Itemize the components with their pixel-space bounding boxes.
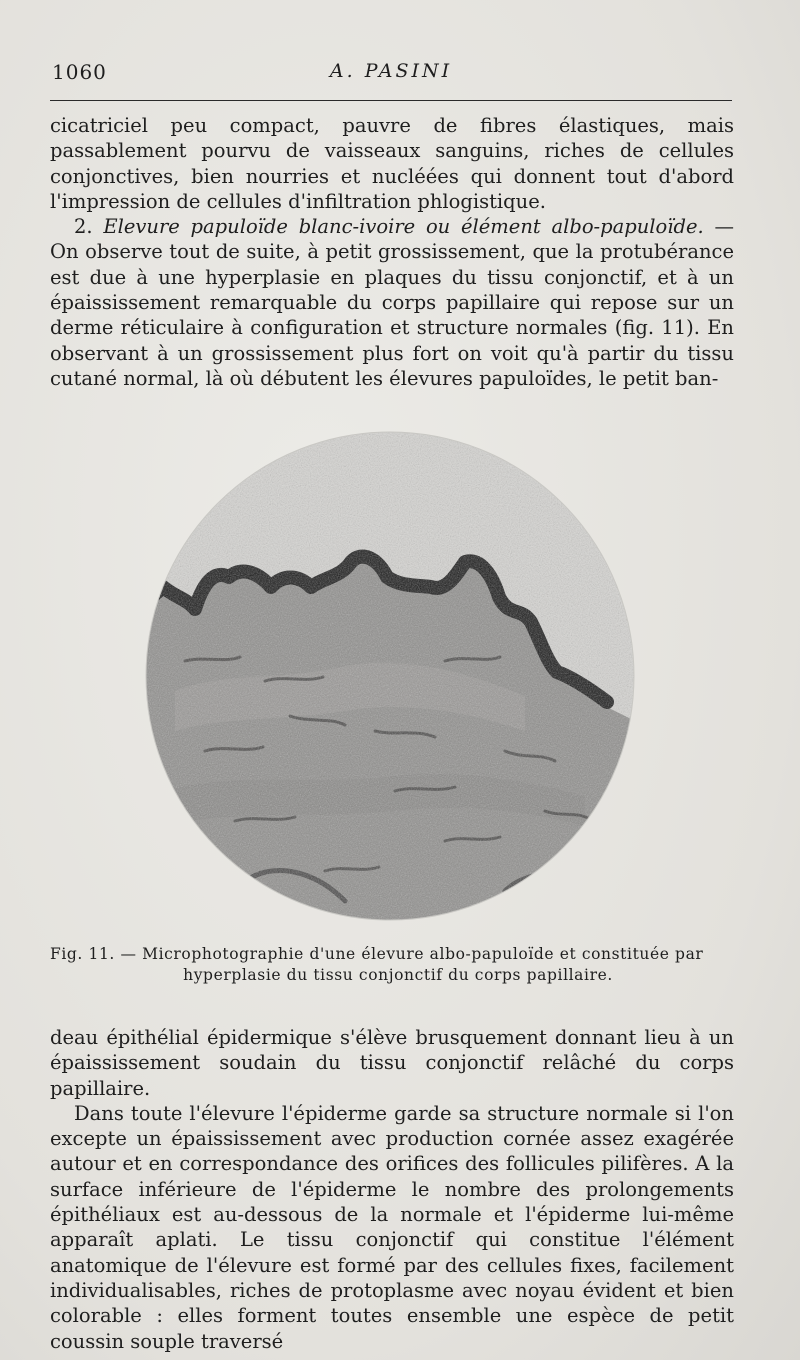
caption-line-2: hyperplasie du tissu conjonctif du corps papillaire.	[183, 966, 613, 984]
page-number: 1060	[52, 60, 107, 84]
micrograph-figure	[145, 431, 635, 921]
section-number: 2.	[74, 215, 93, 239]
paragraph-elevure-papuloide	[50, 214, 734, 391]
micrograph-image	[145, 431, 635, 921]
page-header	[50, 56, 732, 86]
section-body: — On observe tout de suite, à petit grossissement, que la protubérance est due à une hyperplasie en plaques du tissu conjonctif, et à un épaississement remarquable du corps papillaire qui repose sur un derme réticulaire à configuration et structure normales (fig. 11). En observant à un grossissement plus fort on voit qu'à partir du tissu cutané normal, là où débutent les élevures papuloïdes, le petit ban-	[50, 215, 734, 390]
header-rule	[50, 100, 732, 101]
running-head: A. PASINI	[329, 60, 453, 82]
caption-line-1: Fig. 11. — Microphotographie d'une élevure albo-papuloïde et constituée par	[50, 945, 704, 963]
top-text-block	[50, 113, 734, 391]
paragraph-bandeau: deau épithélial épidermique s'élève brusquement donnant lieu à un épaississement soudain du tissu conjonctif relâché du corps papillaire.	[50, 1026, 734, 1100]
section-title: Elevure papuloïde blanc-ivoire ou élément albo-papuloïde.	[103, 215, 704, 239]
paragraph-epiderme: Dans toute l'élevure l'épiderme garde sa structure normale si l'on excepte un épaississement avec production cornée assez exagérée autour et en correspondance des orifices des follicules pilifères. A la surface inférieure de l'épiderme le nombre des prolongements épithéliaux est au-dessous de la normale et l'épiderme lui-même apparaît aplati. Le tissu conjonctif qui constitue l'élément anatomique de l'élevure est formé par des cellules fixes, facilement individualisables, riches de protoplasme avec noyau évident et bien colorable : elles forment toutes ensemble une espèce de petit coussin souple traversé	[50, 1101, 734, 1353]
figure-caption	[50, 944, 734, 986]
bottom-text-block	[50, 1025, 734, 1354]
paragraph-cicatriciel: cicatriciel peu compact, pauvre de fibres élastiques, mais passablement pourvu de vaisseaux sanguins, riches de cellules conjonctives, bien nourries et nucléées qui donnent tout d'abord l'impression de cellules d'infiltration phlogistique.	[50, 114, 734, 213]
